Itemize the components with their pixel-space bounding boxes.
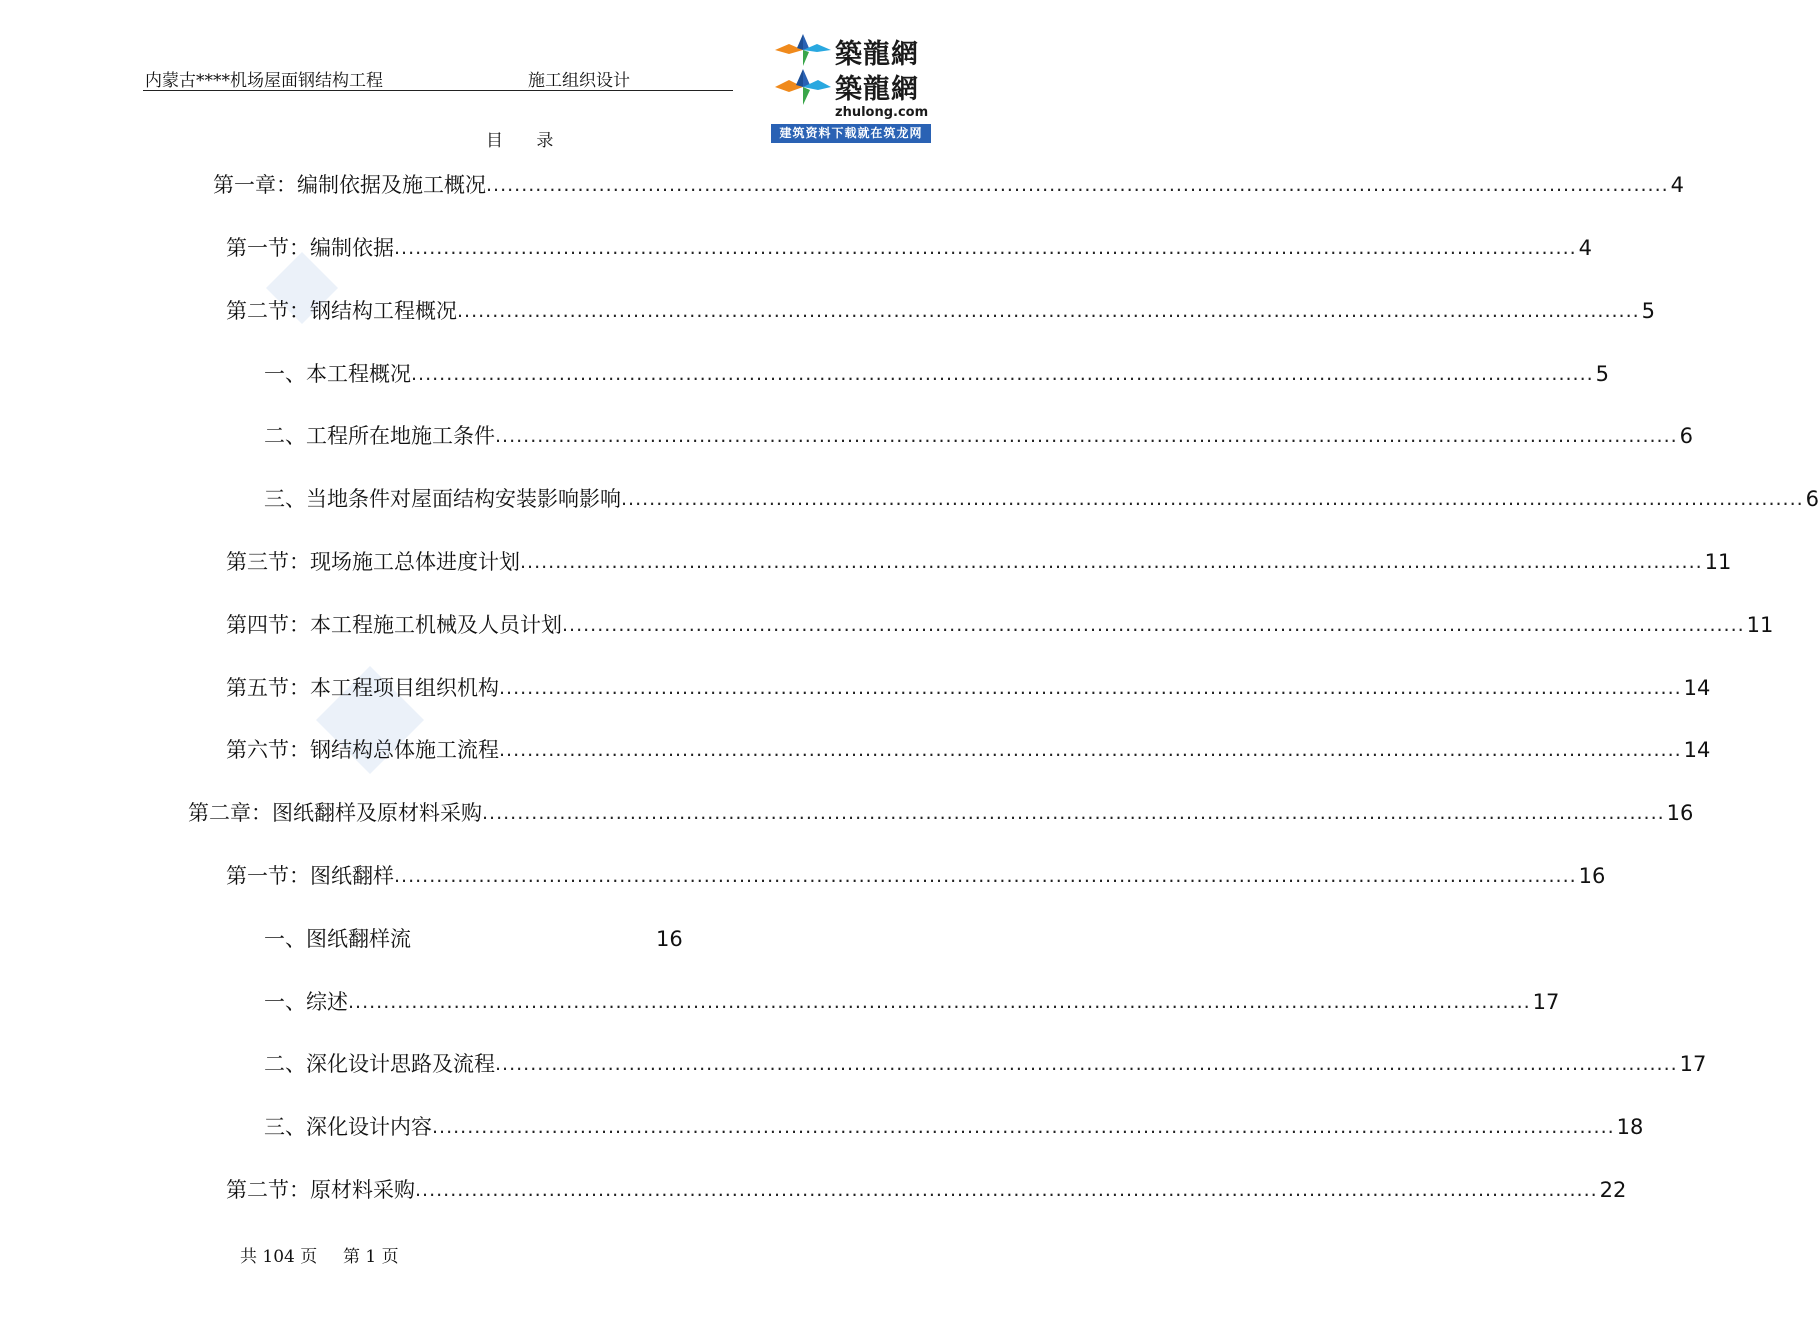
toc-entry-page[interactable]: 16 <box>656 927 683 951</box>
toc-entry-page: 4 <box>1578 236 1593 260</box>
toc-entry[interactable] <box>188 798 1694 828</box>
toc-dot-leader: ........................................................................................................................................................................ <box>621 488 1804 510</box>
toc-entry-page: 6 <box>1679 424 1694 448</box>
toc-entry[interactable] <box>264 1049 1707 1079</box>
toc-entry[interactable] <box>264 359 1610 389</box>
toc-entry[interactable] <box>264 1112 1644 1142</box>
toc-entry-label: 第五节：本工程项目组织机构 <box>226 676 499 700</box>
toc-dot-leader: ........................................................................................................................................................................ <box>562 614 1745 636</box>
toc-dot-leader: ........................................................................................................................................................................ <box>432 1116 1615 1138</box>
toc-entry[interactable] <box>264 421 1694 451</box>
toc-entry-label: 一、本工程概况 <box>264 362 411 386</box>
toc-entry-label: 第四节：本工程施工机械及人员计划 <box>226 613 562 637</box>
toc-entry-page: 22 <box>1599 1178 1627 1202</box>
toc-dot-leader: ........................................................................................................................................................................ <box>348 991 1531 1013</box>
toc-dot-leader: ........................................................................................................................................................................ <box>394 865 1577 887</box>
toc-entry-label: 第二节：钢结构工程概况 <box>226 299 457 323</box>
footer-total-pages: 共 104 页 <box>240 1247 318 1267</box>
toc-dot-leader: ........................................................................................................................................................................ <box>411 363 1594 385</box>
toc-entry-label: 第二章：图纸翻样及原材料采购 <box>188 801 482 825</box>
toc-entry[interactable] <box>226 1175 1627 1205</box>
toc-dot-leader: ........................................................................................................................................................................ <box>495 1053 1678 1075</box>
toc-entry-page: 11 <box>1746 613 1774 637</box>
toc-dot-leader: ........................................................................................................................................................................ <box>482 802 1665 824</box>
toc-entry-page: 5 <box>1595 362 1610 386</box>
toc-dot-leader: ........................................................................................................................................................................ <box>457 300 1640 322</box>
logo-brand-text-1: 築龍網 <box>835 39 919 70</box>
toc-entry[interactable] <box>226 610 1774 640</box>
toc-entry-page: 17 <box>1679 1052 1707 1076</box>
toc-entry-page: 16 <box>1578 864 1606 888</box>
toc-entry-label: 第二节：原材料采购 <box>226 1178 415 1202</box>
toc-dot-leader: ........................................................................................................................................................................ <box>520 551 1703 573</box>
toc-entry-page: 5 <box>1641 299 1656 323</box>
toc-entry-page: 14 <box>1683 738 1711 762</box>
toc-entry[interactable] <box>213 170 1685 200</box>
toc-entry[interactable] <box>226 673 1711 703</box>
logo-row-2 <box>771 67 931 103</box>
toc-entry[interactable] <box>264 484 1819 514</box>
logo-row-1 <box>771 31 931 70</box>
toc-entry-label: 一、综述 <box>264 990 348 1014</box>
toc-entry-page: 17 <box>1532 990 1560 1014</box>
toc-entry[interactable] <box>226 861 1606 891</box>
toc-entry[interactable] <box>226 233 1593 263</box>
header-project-title: 内蒙古****机场屋面钢结构工程 <box>145 71 383 91</box>
footer-current-page: 第 1 页 <box>343 1247 399 1267</box>
page-header <box>143 66 733 91</box>
toc-entry-label: 第一章：编制依据及施工概况 <box>213 173 486 197</box>
toc-entry-label: 第一节：图纸翻样 <box>226 864 394 888</box>
logo-slogan: 建筑资料下载就在筑龙网 <box>771 124 931 143</box>
toc-entry-label: 二、深化设计思路及流程 <box>264 1052 495 1076</box>
toc-entry[interactable] <box>226 296 1656 326</box>
toc-entry-page: 6 <box>1805 487 1819 511</box>
logo-brand-text-2: 築龍網 <box>835 74 919 105</box>
toc-entry-label[interactable]: 一、图纸翻样流 <box>264 927 411 951</box>
toc-dot-leader: ........................................................................................................................................................................ <box>495 425 1678 447</box>
toc-dot-leader: ........................................................................................................................................................................ <box>486 174 1669 196</box>
toc-entry-label: 第六节：钢结构总体施工流程 <box>226 738 499 762</box>
pinwheel-logo-icon <box>773 32 833 68</box>
toc-entry-label: 第三节：现场施工总体进度计划 <box>226 550 520 574</box>
zhulong-logo <box>771 31 931 143</box>
header-doc-type: 施工组织设计 <box>528 71 630 91</box>
toc-entry[interactable] <box>264 987 1560 1017</box>
pinwheel-logo-icon <box>773 67 833 107</box>
toc-dot-leader: ........................................................................................................................................................................ <box>499 739 1682 761</box>
toc-entry[interactable] <box>226 735 1711 765</box>
toc-entry-label: 二、工程所在地施工条件 <box>264 424 495 448</box>
logo-domain: zhulong.com <box>835 105 929 120</box>
toc-dot-leader: ........................................................................................................................................................................ <box>415 1179 1598 1201</box>
toc-entry-page: 14 <box>1683 676 1711 700</box>
toc-entry-label: 第一节：编制依据 <box>226 236 394 260</box>
toc-entry-page: 18 <box>1616 1115 1644 1139</box>
toc-dot-leader: ........................................................................................................................................................................ <box>499 677 1682 699</box>
toc-entry-label: 三、当地条件对屋面结构安装影响影响 <box>264 487 621 511</box>
toc-entry[interactable] <box>226 547 1732 577</box>
toc-entry-page: 4 <box>1670 173 1685 197</box>
toc-entry-page: 16 <box>1666 801 1694 825</box>
toc-entry-label: 三、深化设计内容 <box>264 1115 432 1139</box>
toc-entry-page: 11 <box>1704 550 1732 574</box>
toc-dot-leader: ........................................................................................................................................................................ <box>394 237 1577 259</box>
